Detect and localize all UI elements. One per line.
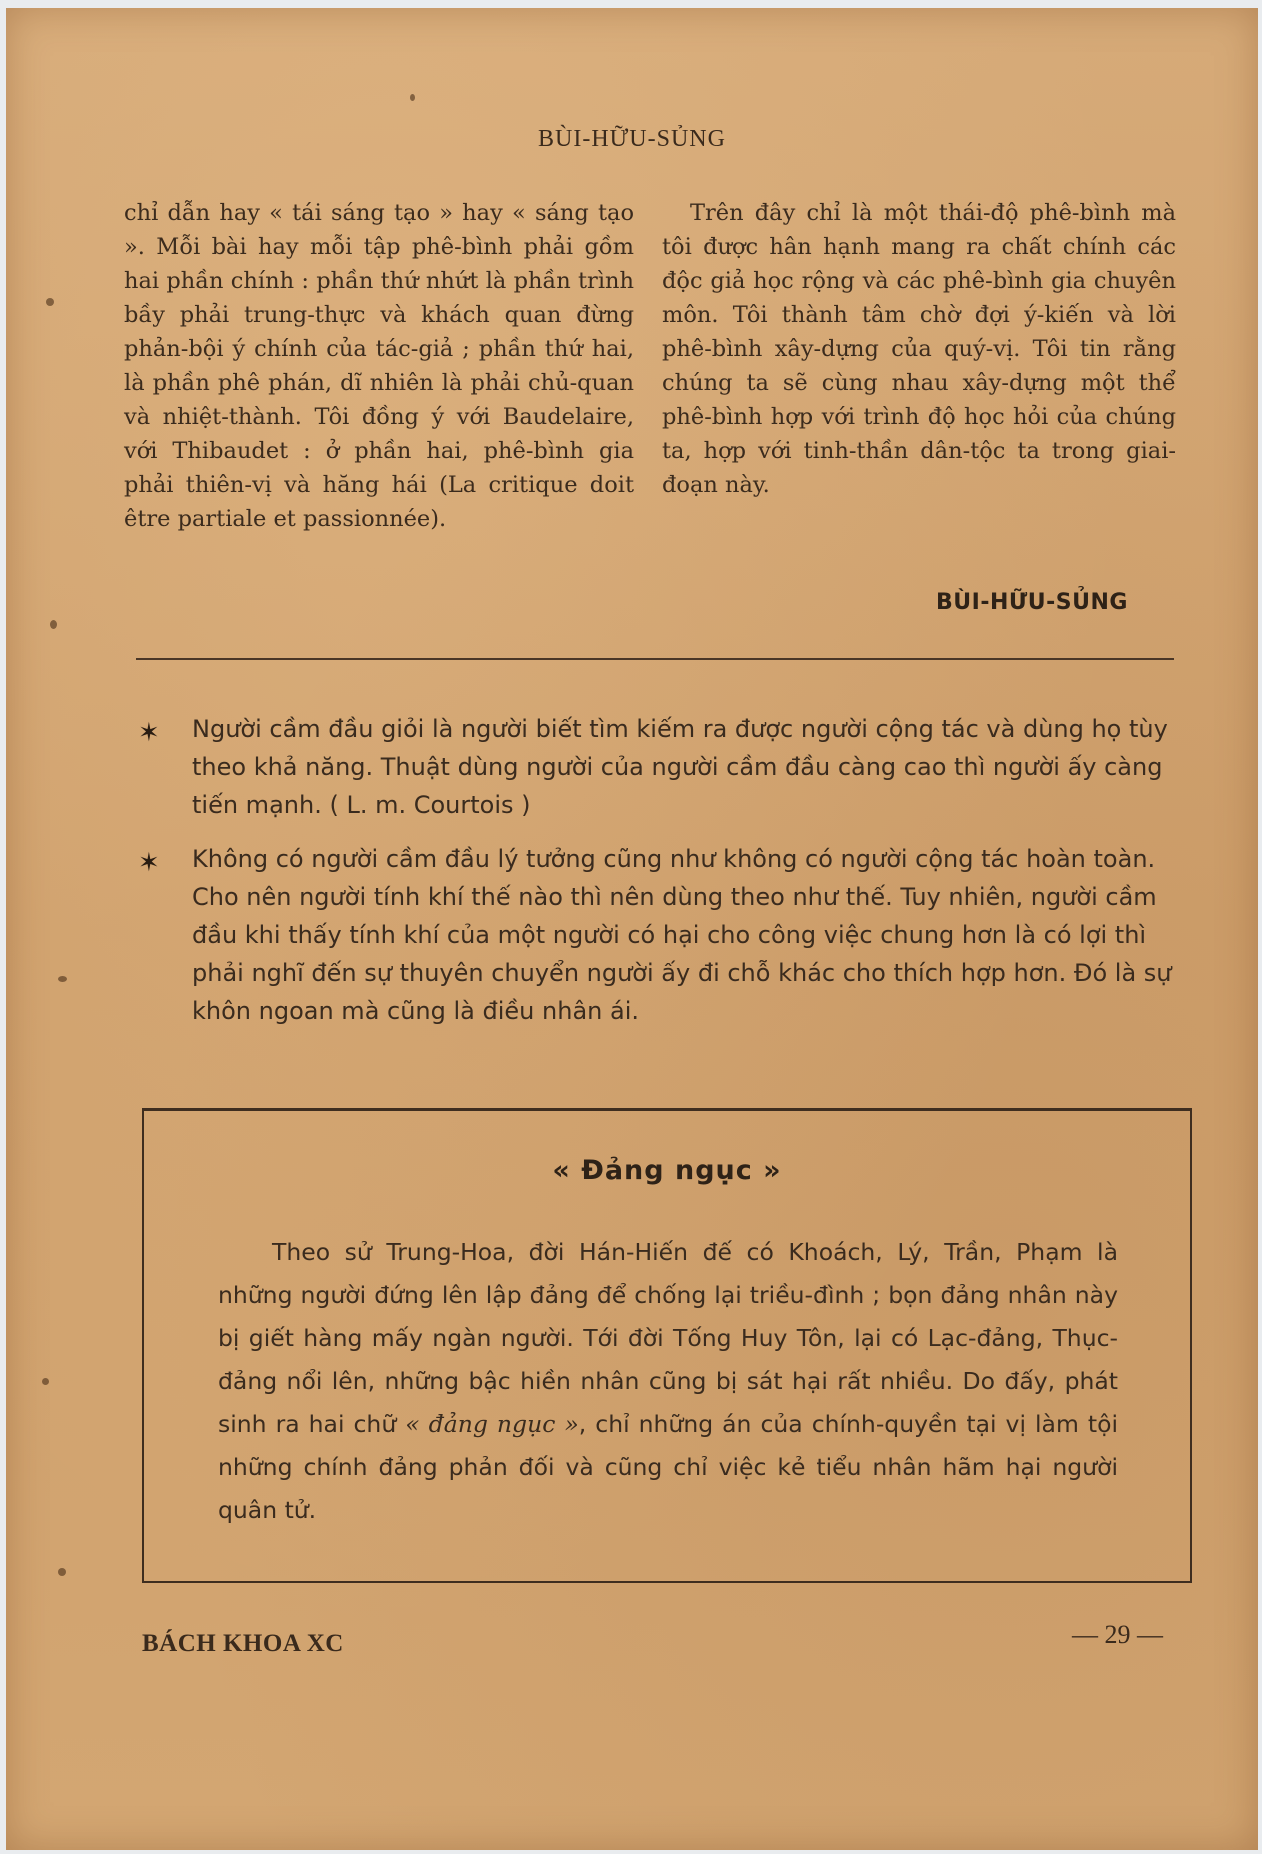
article-left-column — [124, 196, 634, 536]
quote-text: Không có người cầm đầu lý tưởng cũng như không có người cộng tác hoàn toàn. Cho nên người tính khí thế nào thì nên dùng theo như thế. Tuy nhiên, người cầm đầu khi thấy tính khí của một người có hại cho công việc chung hơn là có lợi thì phải nghĩ đến sự thuyên chuyển người ấy đi chỗ khác cho thích hợp hơn. Đó là sự khôn ngoan mà cũng là điều nhân ái. — [192, 845, 1172, 1025]
section-divider — [136, 658, 1174, 660]
publication-name: BÁCH KHOA XC — [142, 1630, 344, 1657]
boxed-text-part2: , chỉ những án của chính-quyền tại vị làm tội những chính đảng phản đối và cũng chỉ việc kẻ tiểu nhân hãm hại người quân tử. — [218, 1410, 1118, 1524]
boxed-text-part1: Theo sử Trung-Hoa, đời Hán-Hiến đế có Khoách, Lý, Trần, Phạm là những người đứng lên lập đảng để chống lại triều-đình ; bọn đảng nhân này bị giết hàng mấy ngàn người. Tới đời Tống Huy Tôn, lại có Lạc-đảng, Thục-đảng nổi lên, những bậc hiền nhân cũng bị sát hại rất nhiều. Do đấy, phát sinh ra hai chữ — [218, 1238, 1118, 1438]
boxed-article-title: « Đảng ngục » — [552, 1155, 782, 1186]
article-right-text: Trên đây chỉ là một thái-độ phê-bình mà tôi được hân hạnh mang ra chất chính các độc giả học rộng và các phê-bình gia chuyên môn. Tôi thành tâm chờ đợi ý-kiến và lời phê-bình xây-dựng của quý-vị. Tôi tin rằng chúng ta sẽ cùng nhau xây-dựng một thể phê-bình hợp với trình độ học hỏi của chúng ta, hợp với tinh-thần dân-tộc ta trong giai-đoạn này. — [662, 200, 1176, 498]
star-bullet-icon: ✶ — [138, 718, 160, 748]
paper-speck — [50, 620, 57, 629]
paper-speck — [42, 1378, 49, 1385]
quote-item — [136, 840, 1184, 1030]
paper-speck — [58, 976, 67, 982]
boxed-article-body — [218, 1231, 1118, 1532]
quotes-section — [136, 710, 1184, 1046]
quote-text: Người cầm đầu giỏi là người biết tìm kiếm ra được người cộng tác và dùng họ tùy theo khả năng. Thuật dùng người của người cầm đầu càng cao thì người ấy càng tiến mạnh. ( L. m. Courtois ) — [192, 715, 1168, 819]
paper-speck — [58, 1568, 66, 1576]
article-right-column — [662, 196, 1176, 502]
boxed-italic-term: « đảng ngục » — [405, 1410, 579, 1438]
star-bullet-icon: ✶ — [138, 848, 160, 878]
article-left-text: chỉ dẫn hay « tái sáng tạo » hay « sáng tạo ». Mỗi bài hay mỗi tập phê-bình phải gồm hai phần chính : phần thứ nhứt là phần trình bầy phải trung-thực và khách quan đừng phản-bội ý chính của tác-giả ; phần thứ hai, là phần phê phán, dĩ nhiên là phải chủ-quan và nhiệt-thành. Tôi đồng ý với Baudelaire, với Thibaudet : ở phần hai, phê-bình gia phải thiên-vị và hăng hái (La critique doit être partiale et passionnée). — [124, 200, 634, 532]
author-signature: BÙI-HỮU-SỦNG — [936, 590, 1128, 615]
paper-speck — [410, 94, 415, 101]
running-header: BÙI-HỮU-SỦNG — [538, 126, 726, 152]
document-page — [6, 8, 1258, 1850]
paper-speck — [46, 298, 54, 306]
page-number: — 29 — — [1072, 1620, 1163, 1649]
boxed-article — [142, 1108, 1192, 1583]
quote-item — [136, 710, 1184, 824]
